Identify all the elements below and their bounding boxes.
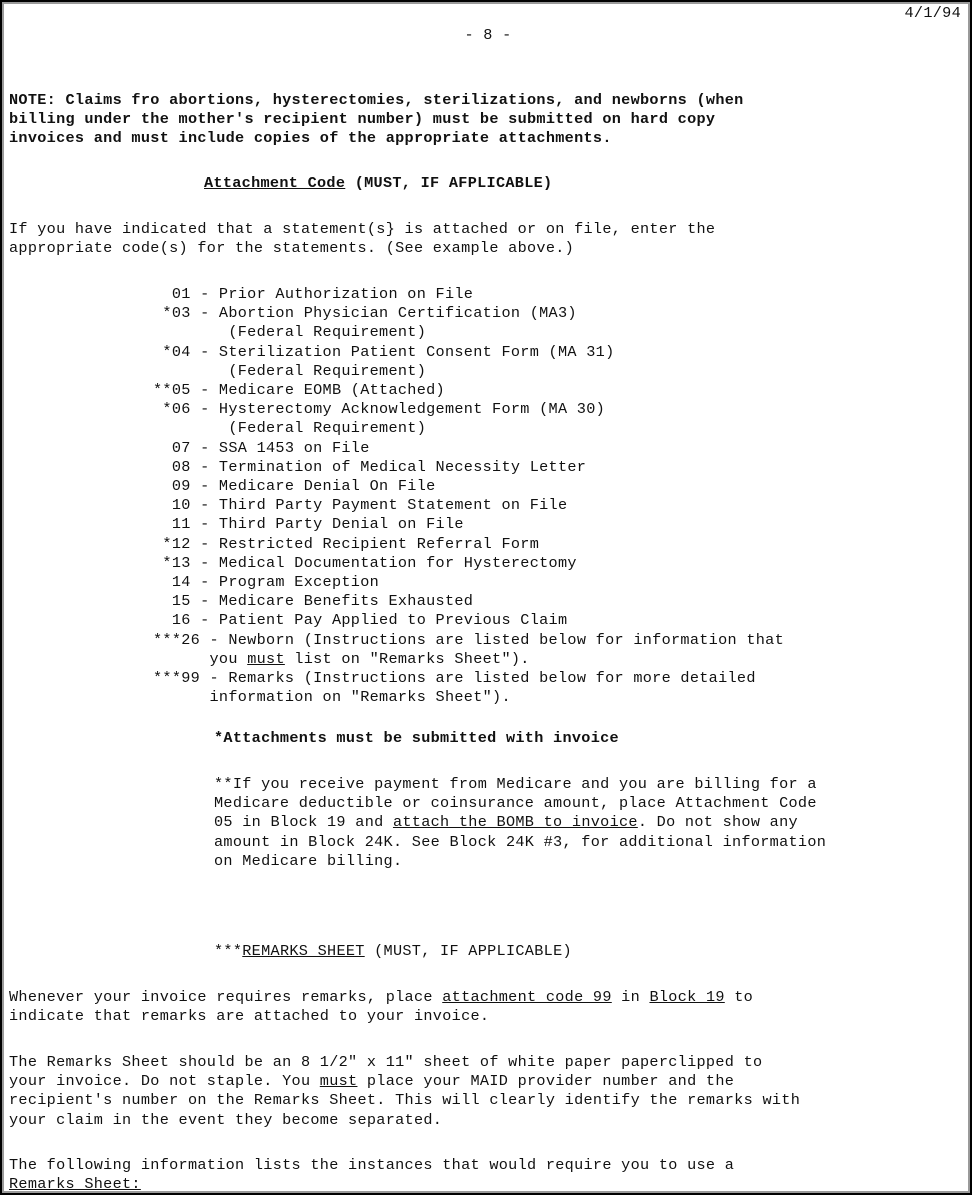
remarks-p1-pre: Whenever your invoice requires remarks, place	[9, 988, 443, 1006]
code-text-99: - Remarks (Instructions are listed below for more detailed	[200, 669, 756, 688]
remarks-p2-line-2-pre: your invoice. Do not staple. You	[9, 1072, 320, 1091]
code-marker: *13	[153, 553, 191, 572]
footnote-double-line-3-post: . Do not show any	[637, 813, 798, 832]
remarks-sheet-heading	[9, 942, 572, 961]
remarks-p2-line-4: your claim in the event they become separated.	[9, 1110, 443, 1129]
note-line-1: NOTE: Claims fro abortions, hysterectomies, sterilizations, and newborns (when	[9, 91, 744, 109]
footnote-double-line-5: on Medicare billing.	[214, 851, 403, 870]
code-text: - Medicare Benefits Exhausted	[190, 592, 474, 611]
footnote-double-line-2: Medicare deductible or coinsurance amount, place Attachment Code	[214, 794, 817, 813]
code-text: - Sterilization Patient Consent Form (MA 31)	[190, 342, 615, 361]
document-date: 4/1/94	[904, 4, 961, 22]
code-marker: **05	[153, 381, 191, 400]
note-paragraph	[9, 91, 744, 149]
attachment-intro-paragraph	[9, 220, 715, 258]
note-line-2: billing under the mother's recipient number) must be submitted on hard copy	[9, 110, 716, 129]
code-marker: 08	[153, 457, 191, 476]
code-marker: *03	[153, 304, 191, 323]
block-19-underlined: Block 19	[649, 988, 725, 1006]
attachment-code-heading	[9, 174, 552, 193]
remarks-p1-mid: in	[611, 988, 650, 1006]
remarks-paragraph-3	[9, 1156, 734, 1194]
code-text: - Medical Documentation for Hysterectomy	[190, 553, 577, 572]
page-number: - 8 -	[464, 26, 512, 44]
remarks-p1-post: to	[724, 988, 754, 1006]
footnote-double-line-3-pre: 05 in Block 19 and	[214, 813, 393, 832]
code-text: - Medicare Denial On File	[190, 477, 436, 496]
remarks-p2-line-3: recipient's number on the Remarks Sheet. This will clearly identify the remarks with	[9, 1091, 801, 1110]
attachment-intro-line-2: appropriate code(s) for the statements. (See example above.)	[9, 239, 575, 258]
attachment-code-99-underlined: attachment code 99	[442, 988, 612, 1006]
code-text: - Hysterectomy Acknowledgement Form (MA 30)	[190, 400, 606, 419]
remarks-p1-line-2: indicate that remarks are attached to your invoice.	[9, 1007, 490, 1026]
code-marker: 15	[153, 592, 191, 611]
footnote-double-asterisk	[9, 775, 826, 871]
code-text: - Abortion Physician Certification (MA3)	[190, 304, 577, 323]
code-99-line2: information on "Remarks Sheet").	[153, 688, 511, 707]
remarks-heading-stars: ***	[214, 942, 243, 960]
code-marker: 01	[153, 285, 191, 303]
remarks-p2-line-1: The Remarks Sheet should be an 8 1/2" x 11" sheet of white paper paperclipped to	[9, 1053, 763, 1071]
code-marker: 16	[153, 611, 191, 630]
code-26-must-underlined: must	[247, 649, 285, 668]
code-text: - Termination of Medical Necessity Letter	[190, 457, 587, 476]
attachment-code-list	[9, 285, 784, 707]
code-marker: 11	[153, 515, 191, 534]
code-text: - Third Party Denial on File	[190, 515, 464, 534]
code-marker-26: ***26	[153, 630, 201, 649]
code-marker: *06	[153, 400, 191, 419]
footnote-double-line-1: **If you receive payment from Medicare and you are billing for a	[214, 775, 817, 793]
code-text-26: - Newborn (Instructions are listed below for information that	[200, 630, 785, 649]
code-sub-text: (Federal Requirement)	[153, 419, 427, 438]
attachment-intro-line-1: If you have indicated that a statement(s} is attached or on file, enter the	[9, 220, 716, 238]
attachment-code-heading-rest: (MUST, IF AFPLICABLE)	[345, 174, 553, 192]
code-text: - Third Party Payment Statement on File	[190, 496, 568, 515]
code-sub-text: (Federal Requirement)	[153, 361, 427, 380]
footnote-single-asterisk-text: *Attachments must be submitted with invoice	[214, 729, 619, 747]
code-sub-text: (Federal Requirement)	[153, 323, 427, 342]
code-text: - Prior Authorization on File	[190, 285, 474, 303]
code-marker: 10	[153, 496, 191, 515]
code-text: - Restricted Recipient Referral Form	[190, 534, 540, 553]
code-marker: *12	[153, 534, 191, 553]
code-marker-99: ***99	[153, 669, 201, 688]
code-text: - SSA 1453 on File	[190, 438, 370, 457]
remarks-sheet-underlined: Remarks Sheet:	[9, 1175, 141, 1194]
remarks-paragraph-1	[9, 988, 753, 1026]
remarks-p2-line-2-post: place your MAID provider number and the	[357, 1072, 735, 1091]
code-26-line2-post: list on "Remarks Sheet").	[284, 649, 530, 668]
code-26-line2-pre: you	[153, 649, 248, 668]
remarks-heading-rest: (MUST, IF APPLICABLE)	[364, 942, 572, 960]
code-text: - Patient Pay Applied to Previous Claim	[190, 611, 568, 630]
code-marker: *04	[153, 342, 191, 361]
remarks-p3-line-1: The following information lists the instances that would require you to use a	[9, 1156, 735, 1174]
code-marker: 07	[153, 438, 191, 457]
attachment-code-heading-underlined: Attachment Code	[204, 174, 346, 192]
code-marker: 09	[153, 477, 191, 496]
code-text: - Program Exception	[190, 573, 380, 592]
must-underlined: must	[319, 1072, 358, 1091]
remarks-heading-underlined: REMARKS SHEET	[242, 942, 365, 960]
code-marker: 14	[153, 573, 191, 592]
footnote-single-asterisk	[9, 729, 619, 748]
remarks-paragraph-2	[9, 1053, 800, 1130]
document-sheet	[2, 2, 970, 1193]
footnote-double-line-4: amount in Block 24K. See Block 24K #3, for additional information	[214, 832, 827, 851]
note-line-3: invoices and must include copies of the appropriate attachments.	[9, 129, 612, 148]
code-text: - Medicare EOMB (Attached)	[190, 381, 445, 400]
attach-bomb-underlined: attach the BOMB to invoice	[392, 813, 638, 832]
